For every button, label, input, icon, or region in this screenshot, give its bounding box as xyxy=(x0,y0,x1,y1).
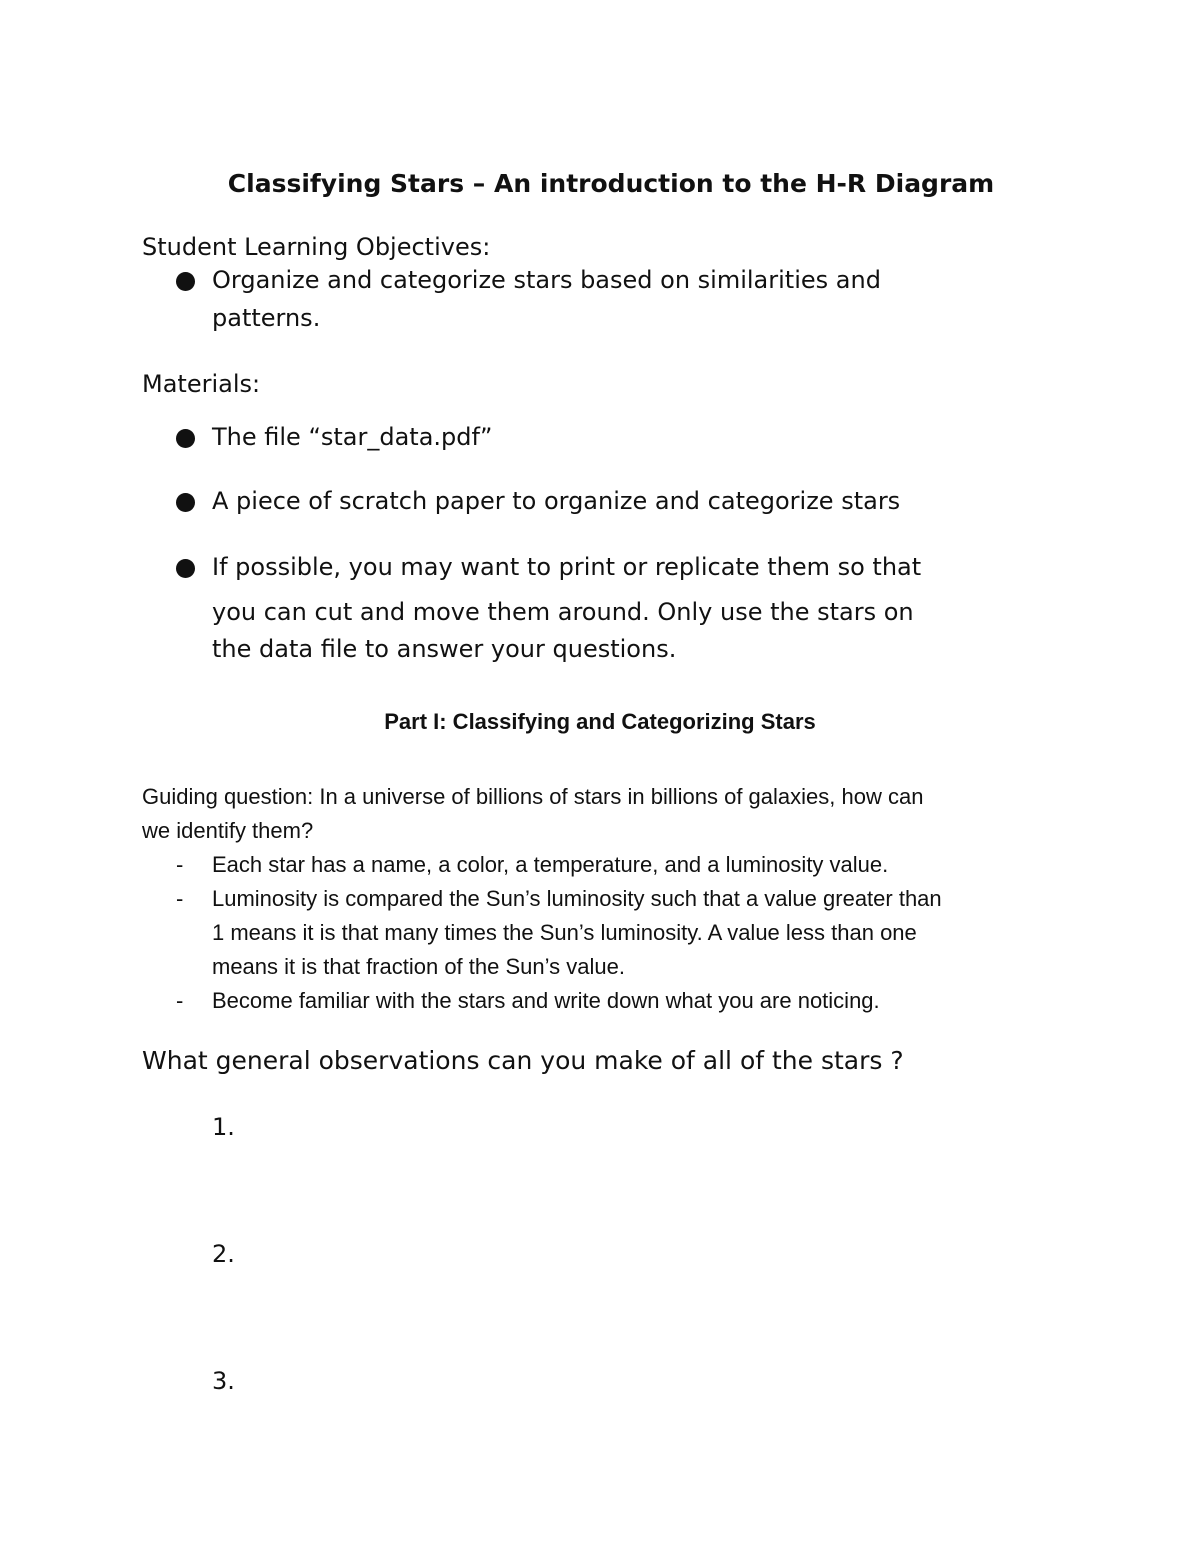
bullet-icon xyxy=(176,559,195,578)
point-line: Become familiar with the stars and write down what you are noticing. xyxy=(212,988,880,1013)
dash-marker: - xyxy=(176,988,184,1013)
materials-heading: Materials: xyxy=(142,370,261,398)
material-line: The file “star_data.pdf” xyxy=(212,423,493,451)
point-line: Luminosity is compared the Sun’s luminosity such that a value greater than xyxy=(212,886,942,911)
guiding-question-line: we identify them? xyxy=(142,818,314,843)
objective-line: patterns. xyxy=(212,304,321,332)
answer-number-1: 1. xyxy=(212,1113,235,1141)
bullet-icon xyxy=(176,429,195,448)
dash-marker: - xyxy=(176,886,184,911)
guiding-question-line: Guiding question: In a universe of billions of stars in billions of galaxies, how can xyxy=(142,784,924,809)
material-line: If possible, you may want to print or replicate them so that xyxy=(212,553,922,581)
point-line: Each star has a name, a color, a temperature, and a luminosity value. xyxy=(212,852,889,877)
objective-line: Organize and categorize stars based on similarities and xyxy=(212,266,881,294)
document-title: Classifying Stars – An introduction to the H-R Diagram xyxy=(227,169,995,198)
point-line: 1 means it is that many times the Sun’s luminosity. A value less than one xyxy=(212,920,917,945)
material-line: you can cut and move them around. Only use the stars on xyxy=(212,598,914,626)
observations-question: What general observations can you make of all of the stars ? xyxy=(142,1046,904,1075)
point-line: means it is that fraction of the Sun’s value. xyxy=(212,954,625,979)
answer-number-2: 2. xyxy=(212,1240,235,1268)
bullet-icon xyxy=(176,493,195,512)
part-heading: Part I: Classifying and Categorizing Stars xyxy=(384,709,816,734)
dash-marker: - xyxy=(176,852,184,877)
material-line: the data file to answer your questions. xyxy=(212,635,677,663)
material-line: A piece of scratch paper to organize and categorize stars xyxy=(212,487,901,515)
objectives-heading: Student Learning Objectives: xyxy=(142,233,491,261)
bullet-icon xyxy=(176,272,195,291)
answer-number-3: 3. xyxy=(212,1367,235,1395)
